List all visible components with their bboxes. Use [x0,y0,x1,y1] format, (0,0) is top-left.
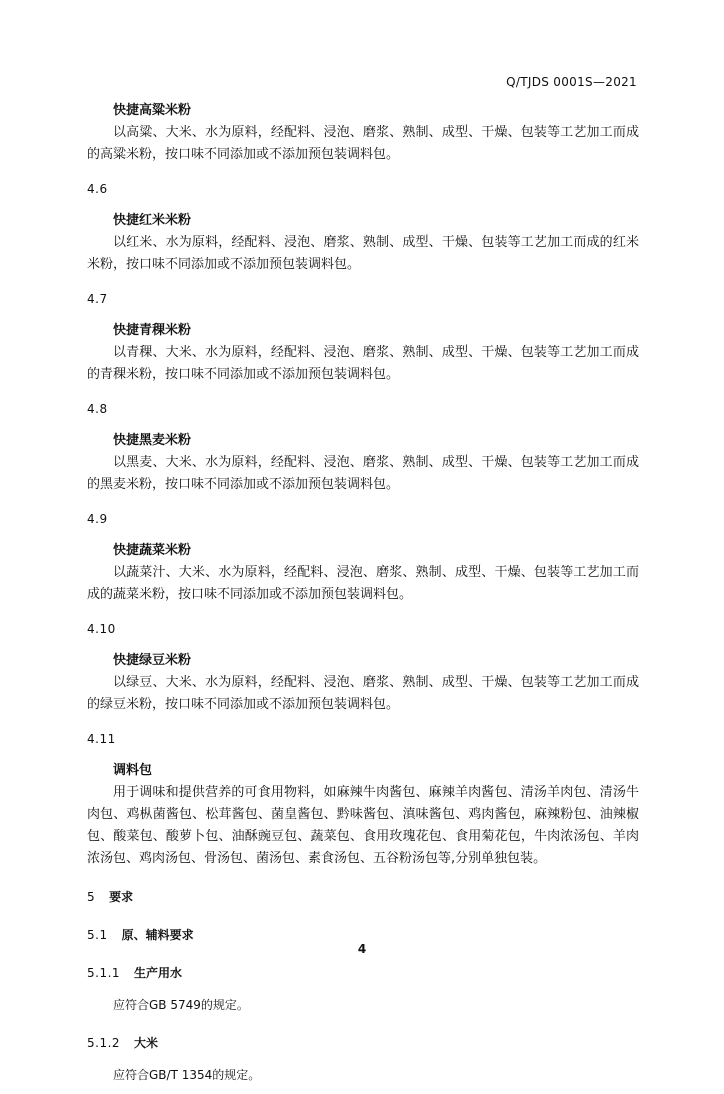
section-title: 生产用水 [134,966,183,980]
term-number: 4.9 [87,512,108,526]
term-definition: 以黑麦、大米、水为原料，经配料、浸泡、磨浆、熟制、成型、干燥、包装等工艺加工而成的黑麦米粉，按口味不同添加或不添加预包装调料包。 [87,455,639,492]
term-title: 调料包 [113,763,153,778]
term-number: 4.8 [87,402,108,416]
term-title: 快捷黑麦米粉 [113,433,192,448]
section-title: 大米 [134,1036,159,1050]
term-definition: 以青稞、大米、水为原料，经配料、浸泡、磨浆、熟制、成型、干燥、包装等工艺加工而成的青稞米粉，按口味不同添加或不添加预包装调料包。 [87,345,639,382]
section-heading-5 [87,886,639,908]
term-number: 4.10 [87,622,116,636]
term-number: 4.7 [87,292,108,306]
term-definition: 以绿豆、大米、水为原料，经配料、浸泡、磨浆、熟制、成型、干燥、包装等工艺加工而成的绿豆米粉，按口味不同添加或不添加预包装调料包。 [87,675,639,712]
section-heading-5-1-1 [87,962,639,984]
term-entry-4-6 [87,178,639,276]
section-text-5-1-1: 应符合GB 5749的规定。 [113,998,249,1012]
section-number: 5.1.2 [87,1036,121,1050]
document-code-header: Q/TJDS 0001S—2021 [506,75,637,89]
term-definition: 以高粱、大米、水为原料，经配料、浸泡、磨浆、熟制、成型、干燥、包装等工艺加工而成的高粱米粉，按口味不同添加或不添加预包装调料包。 [87,125,639,162]
term-number: 4.6 [87,182,108,196]
term-entry-4-10 [87,618,639,716]
term-definition: 以蔬菜汁、大米、水为原料，经配料、浸泡、磨浆、熟制、成型、干燥、包装等工艺加工而成的蔬菜米粉，按口味不同添加或不添加预包装调料包。 [87,565,639,602]
page-number: 4 [357,942,367,956]
term-title: 快捷绿豆米粉 [113,653,192,668]
term-definition: 用于调味和提供营养的可食用物料，如麻辣牛肉酱包、麻辣羊肉酱包、清汤羊肉包、清汤牛肉包、鸡枞菌酱包、松茸酱包、菌皇酱包、黔味酱包、滇味酱包、鸡肉酱包，麻辣粉包、油辣椒包、酸菜包、酸萝卜包、油酥豌豆包、蔬菜包、食用玫瑰花包、食用菊花包，牛肉浓汤包、羊肉浓汤包、鸡肉汤包、骨汤包、菌汤包、素食汤包、五谷粉汤包等,分别单独包装。 [87,785,639,866]
section-number: 5.1.1 [87,966,121,980]
term-entry-4-11 [87,728,639,870]
term-entry-4-9 [87,508,639,606]
term-title: 快捷青稞米粉 [113,323,192,338]
term-number: 4.11 [87,732,116,746]
term-definition: 以红米、水为原料，经配料、浸泡、磨浆、熟制、成型、干燥、包装等工艺加工而成的红米米粉，按口味不同添加或不添加预包装调料包。 [87,235,639,272]
section-number: 5.1 [87,928,108,942]
section-title: 要求 [109,890,134,904]
term-entry-intro [87,100,639,166]
term-entry-4-8 [87,398,639,496]
term-title: 快捷红米米粉 [113,213,192,228]
term-title: 快捷高粱米粉 [113,103,192,118]
section-number: 5 [87,890,96,904]
section-heading-5-1-2 [87,1032,639,1054]
term-title: 快捷蔬菜米粉 [113,543,192,558]
section-title: 原、辅料要求 [121,928,194,942]
section-text-5-1-2: 应符合GB/T 1354的规定。 [113,1068,261,1082]
term-entry-4-7 [87,288,639,386]
